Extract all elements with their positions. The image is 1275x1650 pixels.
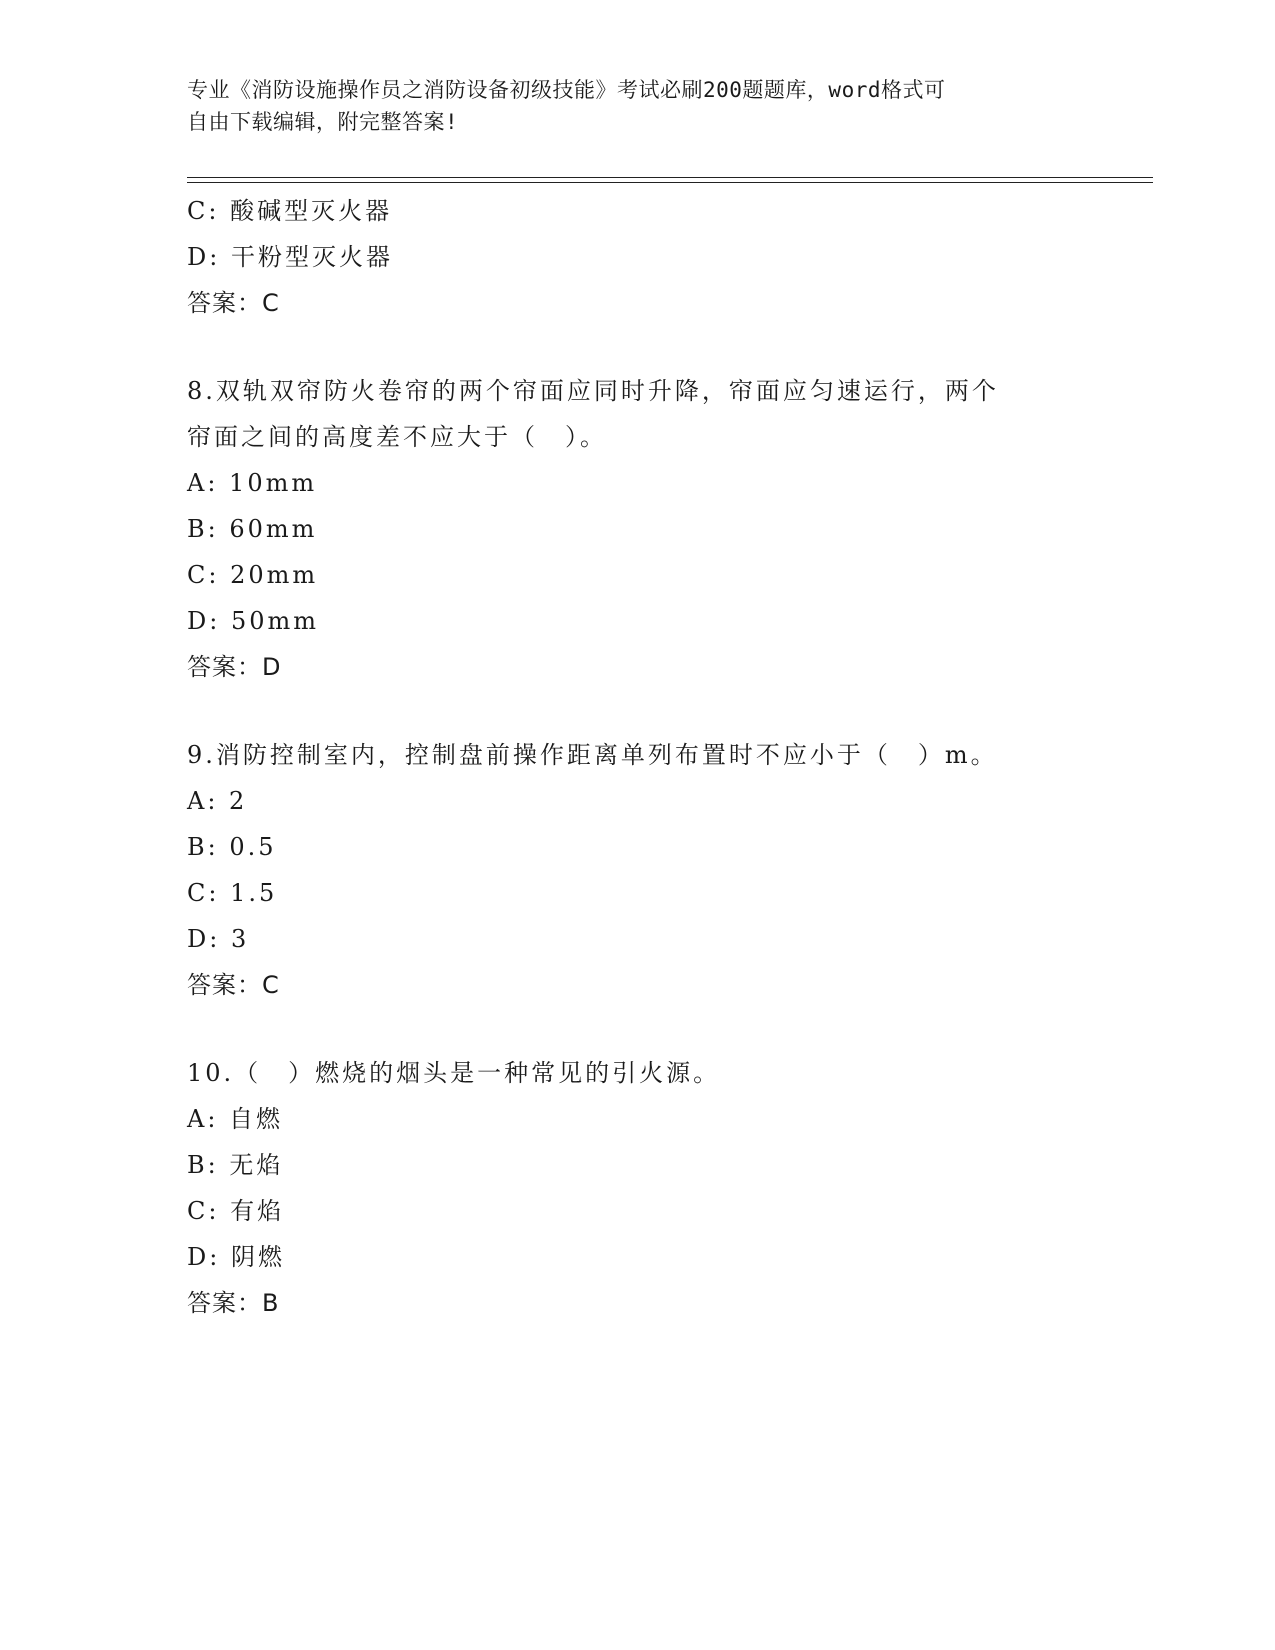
header-title-line-1: 专业《消防设施操作员之消防设备初级技能》考试必刷200题题库，word格式可 <box>187 78 946 102</box>
option-a: A: 10mm <box>187 469 318 497</box>
option-c: C: 20mm <box>187 561 319 589</box>
option-d: D: 干粉型灭火器 <box>187 243 393 271</box>
option-d: D: 50mm <box>187 607 320 635</box>
option-a: A: 2 <box>187 787 248 815</box>
spacer <box>187 326 1153 368</box>
question-9 <box>187 732 1153 1008</box>
spacer <box>187 1008 1153 1050</box>
option-c: C: 1.5 <box>187 879 278 907</box>
answer-line: 答案：C <box>187 289 280 317</box>
question-10 <box>187 1050 1153 1326</box>
document-header <box>187 74 1067 138</box>
question-7-tail <box>187 188 1153 326</box>
question-8 <box>187 368 1153 690</box>
header-title-line-2: 自由下载编辑，附完整答案! <box>187 110 459 134</box>
answer-line: 答案：B <box>187 1289 280 1317</box>
option-a: A: 自燃 <box>187 1105 284 1133</box>
header-divider-bottom <box>187 182 1153 183</box>
option-c: C: 有焰 <box>187 1197 285 1225</box>
option-b: B: 0.5 <box>187 833 277 861</box>
option-c: C: 酸碱型灭火器 <box>187 197 393 225</box>
option-b: B: 60mm <box>187 515 318 543</box>
answer-line: 答案：C <box>187 971 280 999</box>
question-stem: 9.消防控制室内，控制盘前操作距离单列布置时不应小于（ ）m。 <box>187 741 998 769</box>
answer-line: 答案：D <box>187 653 282 681</box>
question-list <box>187 188 1153 1326</box>
option-d: D: 3 <box>187 925 250 953</box>
question-stem: 8.双轨双帘防火卷帘的两个帘面应同时升降，帘面应匀速运行，两个 <box>187 377 999 405</box>
option-d: D: 阴燃 <box>187 1243 285 1271</box>
spacer <box>187 690 1153 732</box>
question-stem: 10.（ ）燃烧的烟头是一种常见的引火源。 <box>187 1059 721 1087</box>
question-stem-continued: 帘面之间的高度差不应大于（ ）。 <box>187 423 607 451</box>
header-divider-top <box>187 177 1153 178</box>
option-b: B: 无焰 <box>187 1151 284 1179</box>
